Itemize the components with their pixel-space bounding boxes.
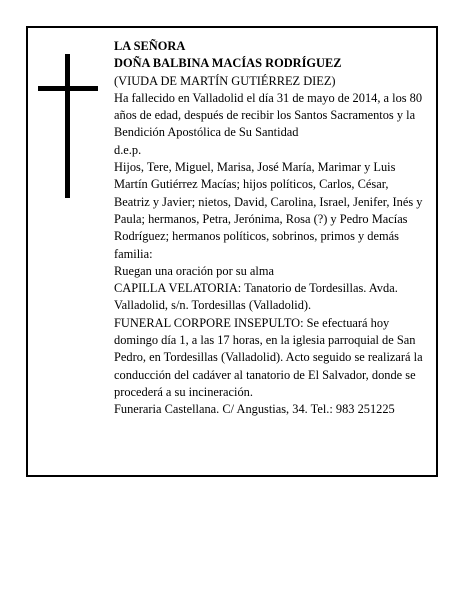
funeral-info: FUNERAL CORPORE INSEPULTO: Se efectuará hoy domingo día 1, a las 17 horas, en la iglesia parroquial de San Pedro, en Tordesillas (Valladolid). Acto seguido se realizará la conducción del cadáver al tanatorio de El Salvador, donde se procederá a su incineración.: [114, 315, 423, 399]
deceased-name: DOÑA BALBINA MACÍAS RODRÍGUEZ: [114, 56, 342, 71]
title-line: LA SEÑORA: [114, 39, 186, 53]
funeral-home-info: Funeraria Castellana. C/ Angustias, 34. Tel.: 983 251225: [114, 402, 395, 417]
widow-note: (VIUDA DE MARTÍN GUTIÉRREZ DIEZ): [114, 73, 336, 88]
prayer-request: Ruegan una oración por su alma: [114, 263, 274, 278]
death-announcement: Ha fallecido en Valladolid el día 31 de mayo de 2014, a los 80 años de edad, después de recibir los Santos Sacramentos y la Bendición Apostólica de Su Santidad: [114, 90, 423, 140]
rip-text: d.e.p.: [114, 142, 142, 157]
cross-vertical-bar: [65, 54, 70, 198]
cross-horizontal-bar: [38, 86, 98, 91]
obituary-text: [114, 38, 424, 419]
chapel-info: CAPILLA VELATORIA: Tanatorio de Tordesillas. Avda. Valladolid, s/n. Tordesillas (Valladolid).: [114, 281, 398, 313]
family-list: Hijos, Tere, Miguel, Marisa, José María, Marimar y Luis Martín Gutiérrez Macías; hijos políticos, Carlos, César, Beatriz y Javier; nietos, David, Carolina, Israel, Jenifer, Inés y Paula; hermanos, Petra, Jerónima, Rosa (?) y Pedro Macías Rodríguez; hermanos políticos, sobrinos, primos y demás familia:: [114, 160, 423, 261]
cross-icon: [38, 54, 98, 198]
